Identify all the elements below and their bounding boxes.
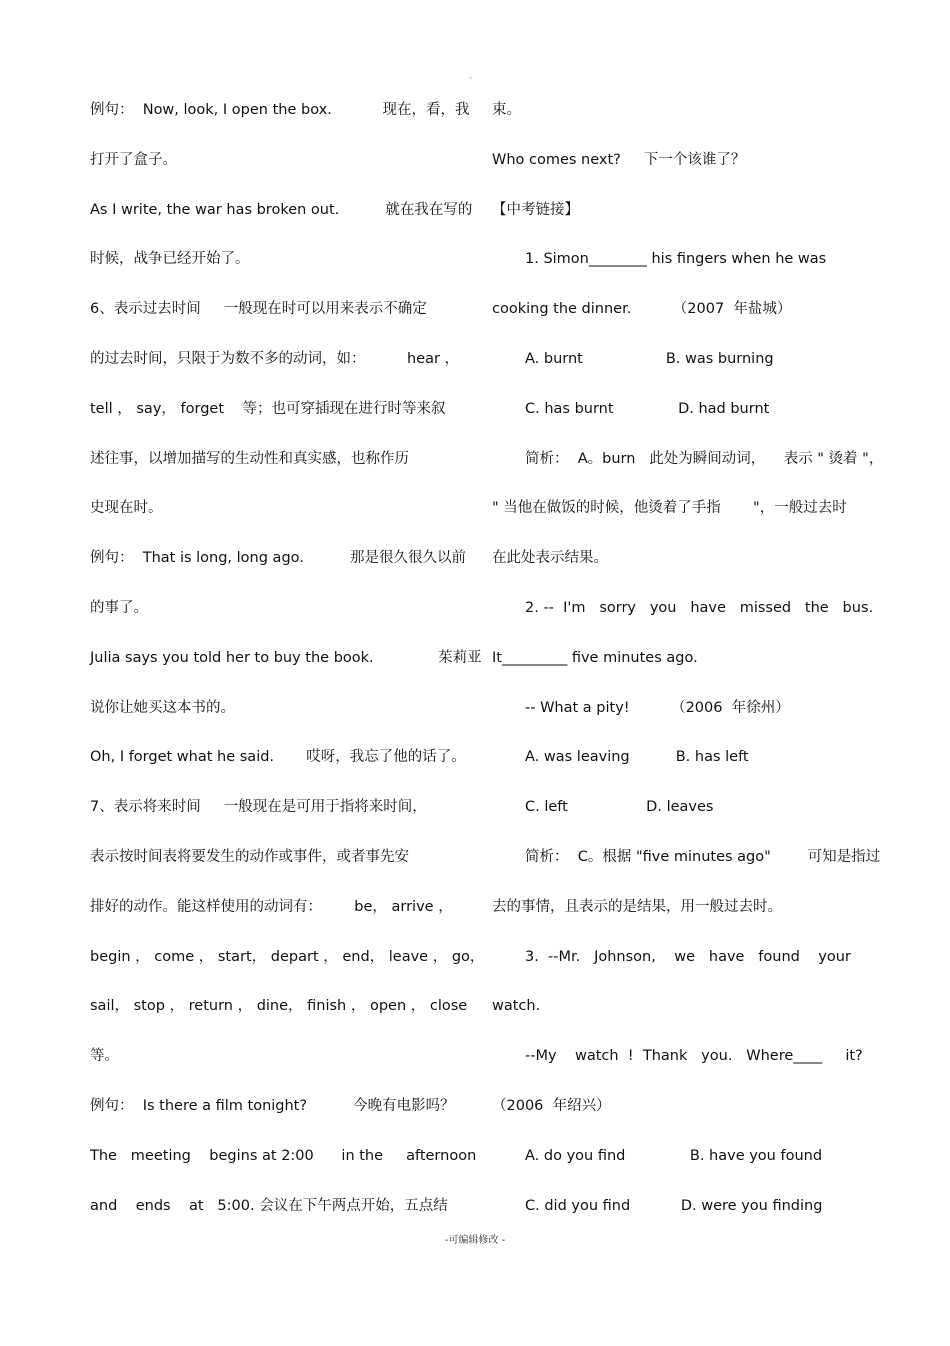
text-line: 说你让她买这本书的。 bbox=[90, 699, 235, 716]
text-line: watch. bbox=[492, 998, 541, 1015]
text-line: 简析： C。根据 "five minutes ago" 可知是指过 bbox=[525, 848, 881, 865]
text-line: 【中考链接】 bbox=[492, 201, 579, 218]
text-line: sail， stop ， return ， dine， finish ， open ， close bbox=[90, 998, 468, 1015]
text-line: tell ， say， forget 等；也可穿插现在进行时等来叙 bbox=[90, 400, 446, 417]
text-line: 例句： Now, look, I open the box. 现在，看，我 bbox=[90, 102, 470, 118]
text-line: --My watch ! Thank you. Where____ it? bbox=[525, 1048, 863, 1065]
text-line: A. was leaving B. has left bbox=[525, 749, 749, 766]
left-column bbox=[90, 98, 485, 1243]
text-line: 的事了。 bbox=[90, 599, 148, 616]
text-line: 在此处表示结果。 bbox=[492, 550, 608, 567]
text-line: As I write, the war has broken out. 就在我在写的 bbox=[90, 201, 473, 218]
text-line: 束。 bbox=[492, 102, 521, 118]
text-line: 简析： A。burn 此处为瞬间动词， 表示 " 烫着 "， bbox=[525, 450, 884, 467]
text-line: 打开了盒子。 bbox=[90, 151, 177, 168]
text-line: 1. Simon________ his fingers when he was bbox=[525, 251, 827, 268]
text-line: 表示按时间表将要发生的动作或事件，或者事先安 bbox=[90, 848, 409, 865]
text-line: " 当他在做饭的时候，他烫着了手指 "，一般过去时 bbox=[492, 500, 847, 517]
page-top-mark: 。 bbox=[469, 71, 477, 80]
text-line: begin ， come ， start， depart ， end， leave ， go， bbox=[90, 948, 485, 965]
text-line: 排好的动作。能这样使用的动词有： be， arrive ， bbox=[90, 898, 453, 915]
text-line: Who comes next? 下一个该谁了？ bbox=[492, 151, 746, 168]
text-line: A. burnt B. was burning bbox=[525, 350, 774, 367]
text-line: 例句： Is there a film tonight? 今晚有电影吗？ bbox=[90, 1097, 455, 1114]
text-line: 述往事，以增加描写的生动性和真实感，也称作历 bbox=[90, 450, 409, 467]
text-line: 时候，战争已经开始了。 bbox=[90, 251, 250, 268]
text-line: 6、表示过去时间 一般现在时可以用来表示不确定 bbox=[90, 301, 427, 318]
text-line: cooking the dinner. （2007 年盐城） bbox=[492, 301, 792, 318]
text-line: C. left D. leaves bbox=[525, 799, 714, 816]
text-line: 史现在时。 bbox=[90, 500, 163, 517]
text-line: C. has burnt D. had burnt bbox=[525, 400, 770, 417]
page-footer: -可编辑修改 - bbox=[444, 1235, 506, 1246]
text-line: 去的事情，且表示的是结果，用一般过去时。 bbox=[492, 898, 782, 915]
text-line: -- What a pity! （2006 年徐州） bbox=[525, 699, 790, 716]
text-line: Oh, I forget what he said. 哎呀，我忘了他的话了。 bbox=[90, 749, 466, 766]
text-line: 7、表示将来时间 一般现在是可用于指将来时间， bbox=[90, 799, 427, 816]
right-column bbox=[492, 98, 884, 1243]
text-line: A. do you find B. have you found bbox=[525, 1147, 823, 1164]
text-line: 例句： That is long, long ago. 那是很久很久以前 bbox=[90, 550, 466, 567]
text-line: 3. --Mr. Johnson, we have found your bbox=[525, 948, 851, 965]
text-line: 2. -- I'm sorry you have missed the bus. bbox=[525, 599, 874, 616]
text-line: 的过去时间，只限于为数不多的动词，如： hear ， bbox=[90, 350, 460, 367]
text-line: The meeting begins at 2:00 in the afternoon bbox=[90, 1147, 477, 1164]
text-line: C. did you find D. were you finding bbox=[525, 1197, 823, 1214]
text-line: Julia says you told her to buy the book. 茱莉亚 bbox=[90, 649, 482, 666]
text-line: （2006 年绍兴） bbox=[492, 1097, 611, 1114]
text-line: It_________ five minutes ago. bbox=[492, 649, 698, 666]
text-line: 等。 bbox=[90, 1048, 119, 1065]
text-line: and ends at 5:00. 会议在下午两点开始，五点结 bbox=[90, 1197, 448, 1214]
